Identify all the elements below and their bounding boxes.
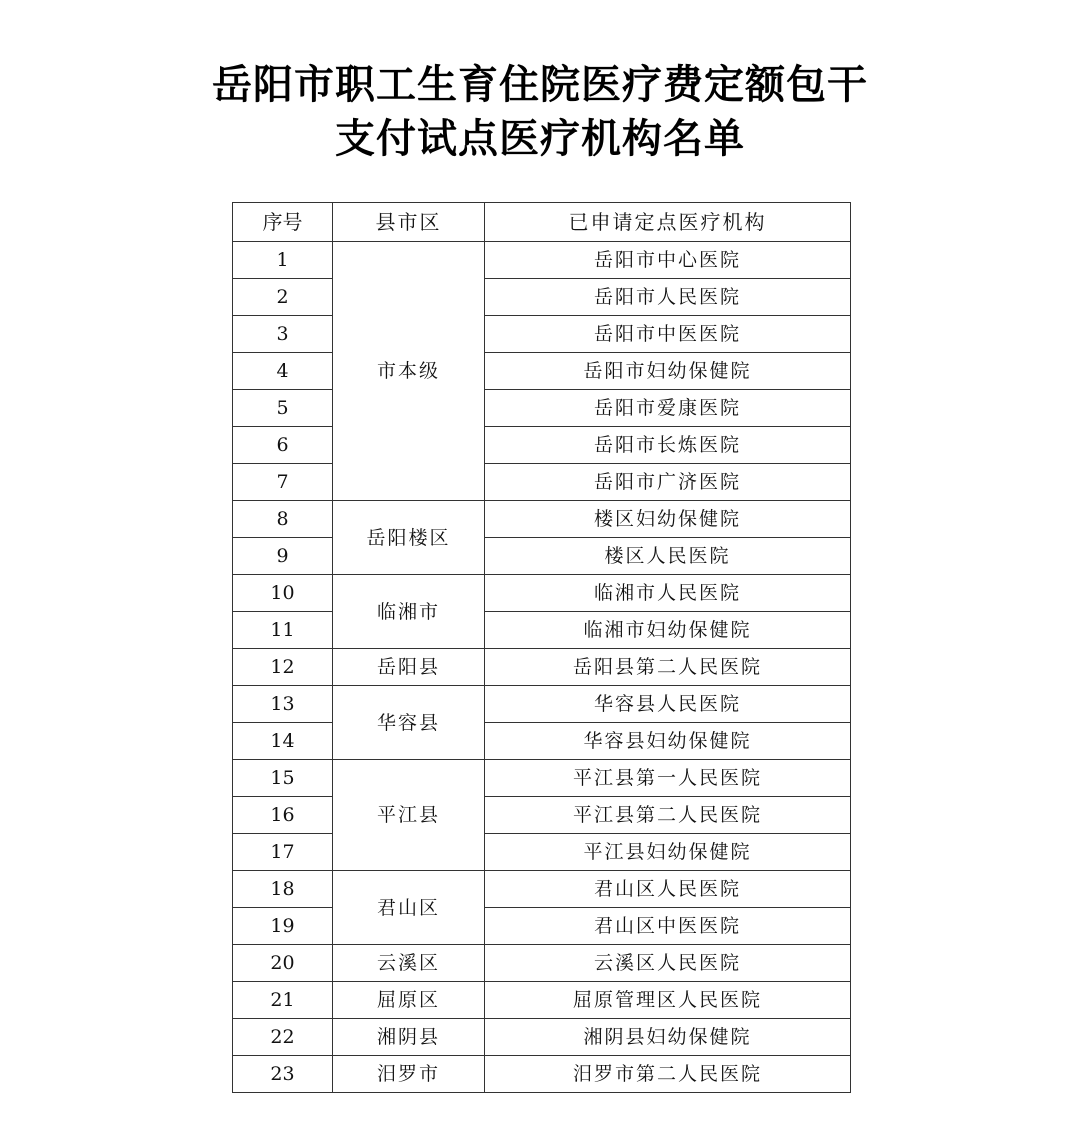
row-number: 8 xyxy=(233,501,333,538)
row-number: 2 xyxy=(233,279,333,316)
institution-cell: 华容县人民医院 xyxy=(485,686,851,723)
table-body xyxy=(233,242,851,1093)
row-number: 5 xyxy=(233,390,333,427)
row-number: 9 xyxy=(233,538,333,575)
institution-cell: 华容县妇幼保健院 xyxy=(485,723,851,760)
institution-cell: 岳阳市中医医院 xyxy=(485,316,851,353)
institution-cell: 平江县妇幼保健院 xyxy=(485,834,851,871)
county-cell: 汨罗市 xyxy=(333,1056,485,1093)
institution-cell: 岳阳市中心医院 xyxy=(485,242,851,279)
row-number: 23 xyxy=(233,1056,333,1093)
institution-cell: 汨罗市第二人民医院 xyxy=(485,1056,851,1093)
table-row xyxy=(233,316,851,353)
institution-cell: 临湘市人民医院 xyxy=(485,575,851,612)
table-row xyxy=(233,279,851,316)
table-row xyxy=(233,1019,851,1056)
county-cell: 市本级 xyxy=(333,242,485,501)
institution-cell: 君山区人民医院 xyxy=(485,871,851,908)
table-row xyxy=(233,575,851,612)
institution-cell: 湘阴县妇幼保健院 xyxy=(485,1019,851,1056)
table-row xyxy=(233,649,851,686)
table-row xyxy=(233,353,851,390)
institution-cell: 楼区妇幼保健院 xyxy=(485,501,851,538)
table-row xyxy=(233,797,851,834)
table-row xyxy=(233,242,851,279)
header-no: 序号 xyxy=(233,203,333,242)
county-cell: 华容县 xyxy=(333,686,485,760)
institution-cell: 平江县第一人民医院 xyxy=(485,760,851,797)
table-row xyxy=(233,982,851,1019)
row-number: 3 xyxy=(233,316,333,353)
row-number: 15 xyxy=(233,760,333,797)
row-number: 7 xyxy=(233,464,333,501)
county-cell: 君山区 xyxy=(333,871,485,945)
row-number: 10 xyxy=(233,575,333,612)
header-institution: 已申请定点医疗机构 xyxy=(485,203,851,242)
document-title xyxy=(0,58,1080,166)
institution-cell: 楼区人民医院 xyxy=(485,538,851,575)
county-cell: 湘阴县 xyxy=(333,1019,485,1056)
table-row xyxy=(233,390,851,427)
institution-cell: 云溪区人民医院 xyxy=(485,945,851,982)
institution-cell: 君山区中医医院 xyxy=(485,908,851,945)
row-number: 1 xyxy=(233,242,333,279)
county-cell: 岳阳县 xyxy=(333,649,485,686)
row-number: 21 xyxy=(233,982,333,1019)
institution-table xyxy=(232,202,851,1093)
row-number: 22 xyxy=(233,1019,333,1056)
county-cell: 屈原区 xyxy=(333,982,485,1019)
table-row xyxy=(233,723,851,760)
county-cell: 岳阳楼区 xyxy=(333,501,485,575)
row-number: 18 xyxy=(233,871,333,908)
table-row xyxy=(233,501,851,538)
institution-cell: 岳阳市长炼医院 xyxy=(485,427,851,464)
row-number: 17 xyxy=(233,834,333,871)
table-row xyxy=(233,612,851,649)
institution-cell: 岳阳市广济医院 xyxy=(485,464,851,501)
county-cell: 临湘市 xyxy=(333,575,485,649)
table-row xyxy=(233,427,851,464)
table-row xyxy=(233,538,851,575)
table-row xyxy=(233,760,851,797)
institution-cell: 岳阳市人民医院 xyxy=(485,279,851,316)
table-row xyxy=(233,945,851,982)
county-cell: 云溪区 xyxy=(333,945,485,982)
row-number: 4 xyxy=(233,353,333,390)
table-row xyxy=(233,834,851,871)
row-number: 11 xyxy=(233,612,333,649)
institution-cell: 岳阳市爱康医院 xyxy=(485,390,851,427)
row-number: 13 xyxy=(233,686,333,723)
county-cell: 平江县 xyxy=(333,760,485,871)
institution-cell: 临湘市妇幼保健院 xyxy=(485,612,851,649)
row-number: 12 xyxy=(233,649,333,686)
institution-cell: 岳阳市妇幼保健院 xyxy=(485,353,851,390)
table-row xyxy=(233,871,851,908)
table-header-row xyxy=(233,203,851,242)
row-number: 19 xyxy=(233,908,333,945)
row-number: 14 xyxy=(233,723,333,760)
row-number: 20 xyxy=(233,945,333,982)
institution-cell: 岳阳县第二人民医院 xyxy=(485,649,851,686)
institution-cell: 屈原管理区人民医院 xyxy=(485,982,851,1019)
row-number: 16 xyxy=(233,797,333,834)
header-county: 县市区 xyxy=(333,203,485,242)
table-row xyxy=(233,1056,851,1093)
table-row xyxy=(233,908,851,945)
institution-cell: 平江县第二人民医院 xyxy=(485,797,851,834)
table-row xyxy=(233,464,851,501)
title-line-2: 支付试点医疗机构名单 xyxy=(335,115,745,162)
row-number: 6 xyxy=(233,427,333,464)
table-row xyxy=(233,686,851,723)
title-line-1: 岳阳市职工生育住院医疗费定额包干 xyxy=(212,61,868,108)
